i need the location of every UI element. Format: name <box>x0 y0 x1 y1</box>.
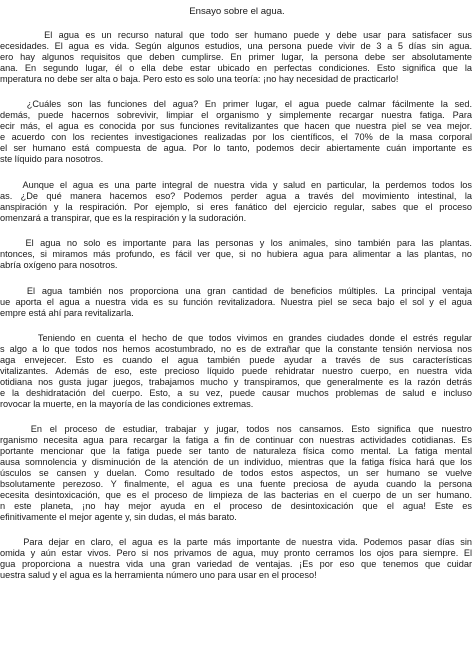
paragraph-line: ecesidades. El agua es vida. Según algunos estudios, una persona puede vivir de 3 a 5 días sin agua. <box>0 40 472 51</box>
paragraph-line: gua proporciona a nuestra vida una gran variedad de ventajas. ¡Es por eso que tenemos que cuidar <box>0 559 472 569</box>
paragraph-line: n este planeta, ¡no hay mejor ayuda en el proceso de desintoxicación que el agua! Este es <box>0 501 472 511</box>
paragraph-line: bsolutamente perezoso. Y finalmente, el agua es una fuente preciosa de ayuda cuando la persona <box>0 479 472 489</box>
paragraph-line: ntonces, si miramos más profundo, es fácil ver que, si no hubiera agua para alimentar a las plantas, no <box>0 249 472 259</box>
paragraph-line: rganismo necesita agua para recargar la fatiga a fin de continuar con nuestras actividades cotidianas. Es <box>0 435 472 445</box>
paragraph-line: el ser humano está compuesta de agua. Por lo tanto, podemos decir abiertamente cuán importante es <box>0 143 472 153</box>
paragraph-line: portante mencionar que la fatiga puede ser tanto de naturaleza física como mental. La fatiga mental <box>0 446 472 456</box>
document-title: Ensayo sobre el agua. <box>189 6 285 17</box>
paragraph-line: anspiración y la respiración. Por ejemplo, si eres fanático del ejercicio regular, sabes que el proceso <box>0 202 472 212</box>
paragraph-line: Aunque el agua es una parte integral de nuestra vida y salud en particular, la perdemos todos los <box>0 180 472 190</box>
paragraph-line: s algo a lo que todos nos hemos acostumbrado, no es de extrañar que la constante tensión nerviosa nos <box>0 344 472 354</box>
paragraph-line: El agua no solo es importante para las personas y los animales, sino también para las plantas. <box>0 238 472 248</box>
paragraph-line: ue aporta el agua a nuestra vida es su función revitalizadora. Nuestra piel se seca bajo el sol y el agua <box>0 297 472 307</box>
paragraph-line: ecir más, el agua es conocida por sus funciones revitalizantes que hacen que nuestra piel se vea mejor. <box>0 121 472 131</box>
paragraph-line: úsculos se cansen y duelan. Como resultado de todos estos aspectos, un ser humano se vuelve <box>0 468 472 478</box>
paragraph-line: omida y aún estar vivos. Pero si nos privamos de agua, muy pronto cerramos los ojos para siempre. El <box>0 548 472 558</box>
paragraph-line: aga envejecer. Esto es cuando el agua también puede ayudar a través de sus características <box>0 355 472 365</box>
paragraph-line: e acuerdo con los recientes investigaciones realizadas por los científicos, el 70% de la masa corporal <box>0 132 472 142</box>
paragraph-line: omenzará a transpirar, que es la respiración y la sudoración. <box>0 213 247 223</box>
paragraph-line: efinitivamente el mejor agente y, sin dudas, el más barato. <box>0 512 237 522</box>
paragraph-line: Teniendo en cuenta el hecho de que todos vivimos en grandes ciudades donde el estrés regular <box>0 333 472 343</box>
paragraph-line: empre está ahí para revitalizarla. <box>0 308 134 318</box>
paragraph-line: mperatura no debe ser alta o baja. Pero esto es solo una teoría: ¡no hay necesidad de practicarlo! <box>0 73 399 84</box>
paragraph-line: En el proceso de estudiar, trabajar y jugar, todos nos cansamos. Esto significa que nuestro <box>0 424 472 434</box>
paragraph-line: ¿Cuáles son las funciones del agua? En primer lugar, el agua puede calmar fácilmente la sed. <box>0 99 472 109</box>
paragraph-line: ausa somnolencia y disminución de la atención de un individuo, mientras que la fatiga física hará que los <box>0 457 472 467</box>
paragraph-line: otidiana nos gusta jugar juegos, trabajamos mucho y transpiramos, que generalmente es la razón detrás <box>0 377 472 387</box>
paragraph-line: demás, puede hacernos sobrevivir, limpiar el organismo y simplemente recargar nuestra fatiga. Para <box>0 110 472 120</box>
paragraph-line: El agua también nos proporciona una gran cantidad de beneficios múltiples. La principal ventaja <box>0 286 472 296</box>
paragraph-line: El agua es un recurso natural que todo ser humano puede y debe usar para satisfacer sus <box>0 29 472 40</box>
paragraph-line: ero hay algunos requisitos que deben cumplirse. En primer lugar, la persona debe ser absolutamente <box>0 51 472 62</box>
paragraph-line: Para dejar en claro, el agua es la parte más importante de nuestra vida. Podemos pasar días sin <box>0 537 472 547</box>
paragraph-line: ana. En segundo lugar, él o ella debe estar ubicado en perfectas condiciones. Esto significa que la <box>0 62 472 73</box>
paragraph-line: as. ¿De qué manera hacemos eso? Podemos perder agua a través del movimiento intestinal, la <box>0 191 472 201</box>
paragraph-line: e la deshidratación del cuerpo. Esto, a su vez, puede causar muchos problemas de salud e incluso <box>0 388 472 398</box>
paragraph-line: vitalizantes. Además de eso, este precioso líquido puede rehidratar nuestro cuerpo, en nuestra vida <box>0 366 472 376</box>
paragraph-line: ste líquido para nosotros. <box>0 154 104 164</box>
paragraph-line: ecesita desintoxicación, que es el proceso de limpieza de las bacterias en el cuerpo de un ser humano. <box>0 490 472 500</box>
paragraph-line: abría oxígeno para nosotros. <box>0 260 118 270</box>
paragraph-line: rovocar la muerte, en la mayoría de las condiciones extremas. <box>0 399 254 409</box>
paragraph-line: uestra salud y el agua es la herramienta número uno para usar en el proceso! <box>0 570 317 580</box>
